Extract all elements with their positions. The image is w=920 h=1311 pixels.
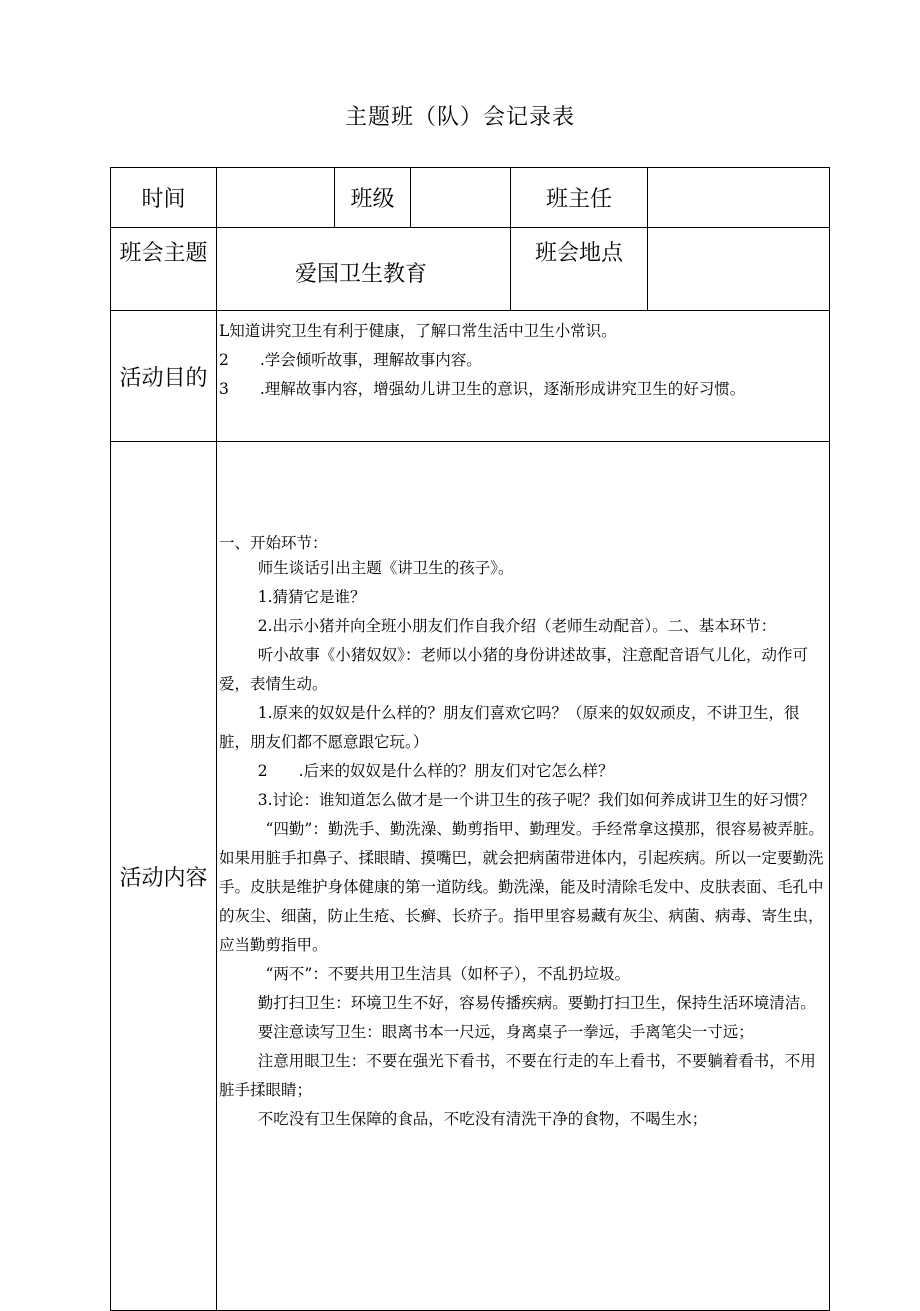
content-paragraph: 勤打扫卫生：环境卫生不好，容易传播疾病。要勤打扫卫生，保持生活环境清洁。: [257, 994, 816, 1012]
time-value: [217, 168, 335, 228]
content-paragraph: 一、开始环节：: [219, 534, 328, 552]
content-paragraph: 师生谈话引出主题《讲卫生的孩子》。: [257, 559, 514, 577]
class-value: [411, 168, 511, 228]
purpose-label: 活动目的: [111, 311, 217, 442]
time-label: 时间: [111, 168, 217, 228]
purpose-item: 2 .学会倾听故事，理解故事内容。: [219, 351, 482, 369]
purpose-item: 3 .理解故事内容，增强幼儿讲卫生的意识，逐渐形成讲究卫生的好习惯。: [219, 380, 746, 398]
content-paragraph: 不吃没有卫生保障的食品，不吃没有清洗干净的食物，不喝生水；: [257, 1110, 708, 1128]
content-paragraph: 2 .后来的奴奴是什么样的？朋友们对它怎么样？: [257, 762, 614, 780]
content-paragraph: “四勤”：勤洗手、勤洗澡、勤剪指甲、勤理发。手经常拿这摸那，很容易被弄脏。如果用脏手扣鼻子、揉眼睛、摸嘴巴，就会把病菌带进体内，引起疾病。所以一定要勤洗手。皮肤是维护身体健康的第一道防线。勤洗澡，能及时清除毛发中、皮肤表面、毛孔中的灰尘、细菌，防止生疮、长癣、长疥子。指甲里容易藏有灰尘、病菌、病毒、寄生虫，应当勤剪指甲。: [219, 820, 824, 954]
content-cell: [217, 442, 830, 1311]
info-row-theme: [111, 228, 830, 311]
theme-value: 爱国卫生教育: [217, 228, 511, 311]
page-title: 主题班（队）会记录表: [344, 105, 575, 130]
place-label: 班会地点: [511, 228, 648, 311]
purpose-cell: [217, 311, 830, 442]
purpose-row: [111, 311, 830, 442]
content-label: 活动内容: [111, 442, 217, 1311]
content-paragraph: 注意用眼卫生：不要在强光下看书，不要在行走的车上看书，不要躺着看书，不用脏手揉眼睛；: [219, 1052, 816, 1099]
content-paragraph: 要注意读写卫生：眼离书本一尺远，身离桌子一拳远，手离笔尖一寸远；: [257, 1023, 754, 1041]
teacher-label: 班主任: [511, 168, 648, 228]
class-label: 班级: [335, 168, 411, 228]
content-paragraph: 2.出示小猪并向全班小朋友们作自我介绍（老师生动配音）。二、基本环节：: [257, 617, 777, 635]
content-row: [111, 442, 830, 1311]
content-paragraph: 1.猜猜它是谁？: [257, 588, 366, 606]
content-paragraph: 1.原来的奴奴是什么样的？朋友们喜欢它吗？（原来的奴奴顽皮，不讲卫生，很脏，朋友们都不愿意跟它玩。）: [219, 704, 800, 751]
record-table: [110, 167, 830, 1311]
place-value: [648, 228, 830, 311]
content-paragraph: 听小故事《小猪奴奴》：老师以小猪的身份讲述故事，注意配音语气儿化，动作可爱，表情生动。: [219, 646, 809, 693]
theme-label: 班会主题: [111, 228, 217, 311]
info-row-time: [111, 168, 830, 228]
content-paragraph: “两不”：不要共用卫生洁具（如杯子），不乱扔垃圾。: [265, 965, 631, 983]
purpose-item: L知道讲究卫生有利于健康，了解口常生活中卫生小常识。: [219, 322, 617, 340]
teacher-value: [648, 168, 830, 228]
content-paragraph: 3.讨论：谁知道怎么做才是一个讲卫生的孩子呢？我们如何养成讲卫生的好习惯？: [257, 791, 816, 809]
